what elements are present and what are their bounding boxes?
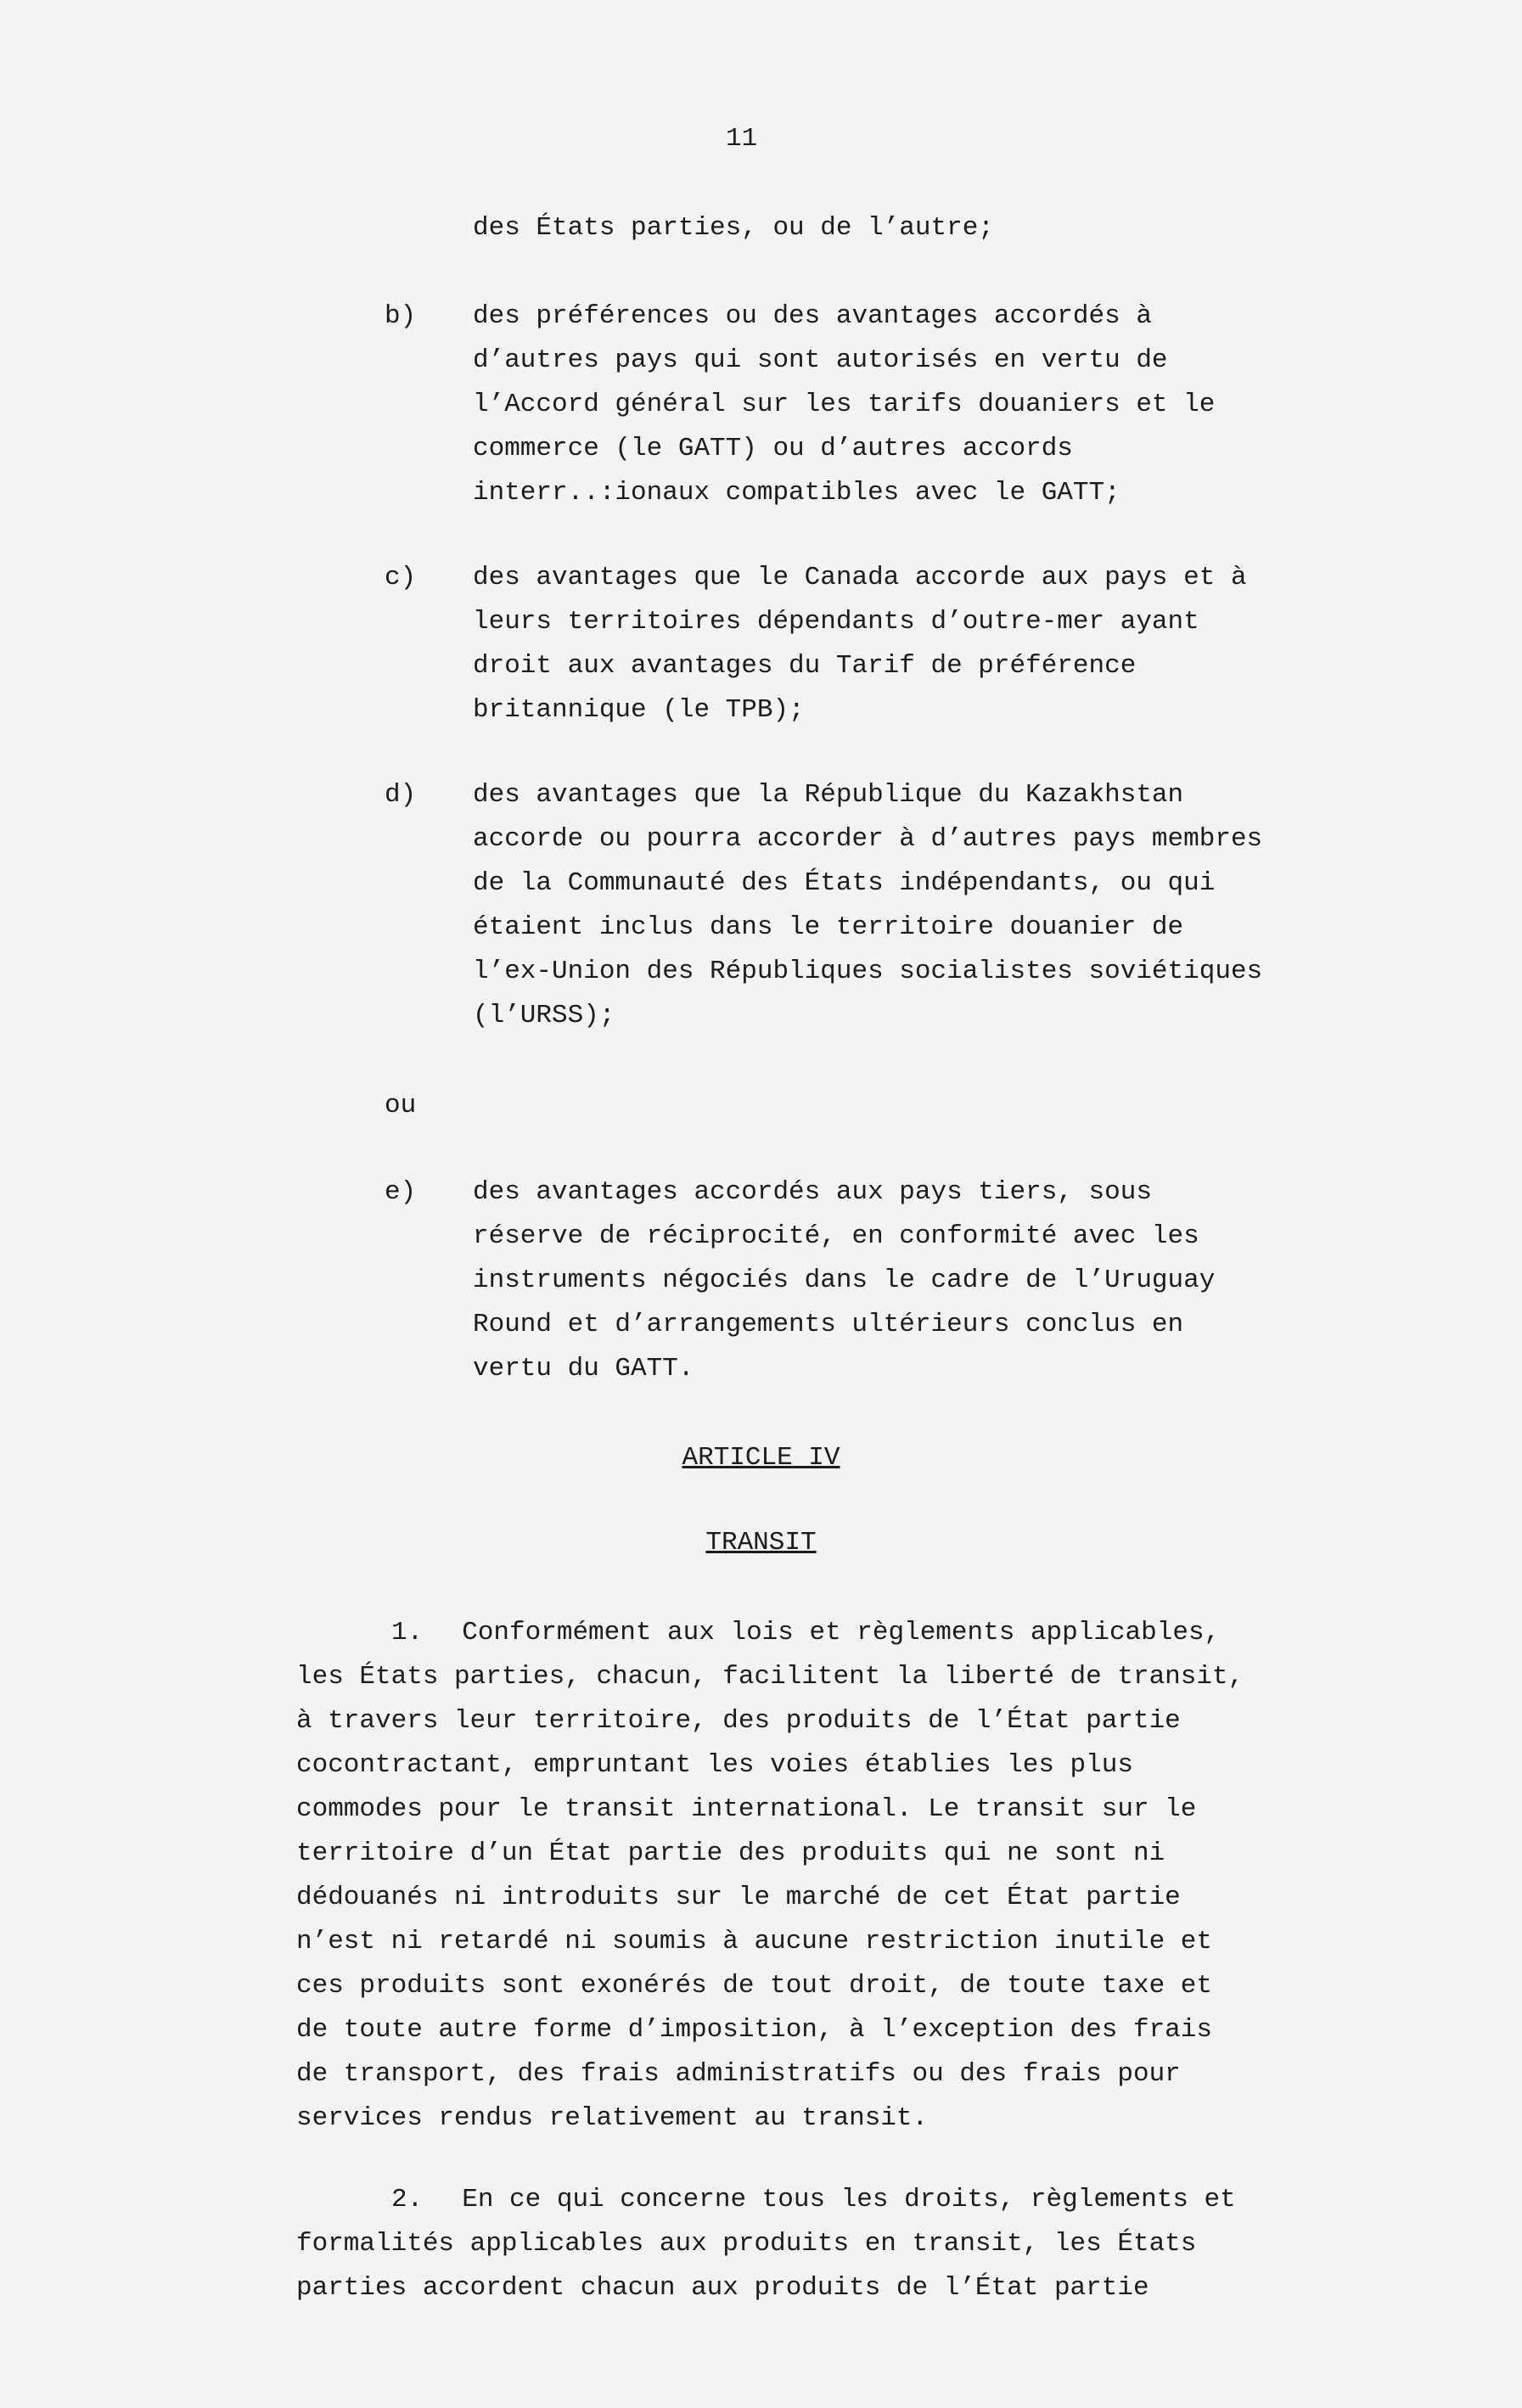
text-line: ces produits sont exonérés de tout droit, de toute taxe et <box>296 1971 1212 2001</box>
paragraph-number: 1. <box>391 1618 424 1647</box>
or-word: ou <box>385 1091 417 1120</box>
text-line: des avantages accordés aux pays tiers, sous <box>473 1177 1152 1207</box>
text-line: n’est ni retardé ni soumis à aucune restriction inutile et <box>296 1927 1212 1956</box>
text-line: vertu du GATT. <box>473 1354 694 1384</box>
text-line: l’ex-Union des Républiques socialistes soviétiques <box>473 957 1263 986</box>
item-e-text <box>473 1170 1330 1391</box>
paragraph-2 <box>296 2178 1340 2310</box>
item-label-d: d) <box>385 780 417 810</box>
text-line: réserve de réciprocité, en conformité avec les <box>473 1221 1199 1251</box>
text-line: accorde ou pourra accorder à d’autres pays membres <box>473 824 1263 854</box>
text-line: des avantages que le Canada accorde aux pays et à <box>473 563 1247 592</box>
text-segment: En ce qui concerne tous les droits, règlements et <box>462 2185 1236 2214</box>
text-segment: Conformément aux lois et règlements applicables, <box>462 1618 1221 1647</box>
article-subheading: TRANSIT <box>705 1528 817 1558</box>
item-label-e: e) <box>385 1177 417 1207</box>
text-line: les États parties, chacun, facilitent la liberté de transit, <box>296 1662 1244 1692</box>
paragraph-number: 2. <box>391 2185 424 2214</box>
text-line: à travers leur territoire, des produits de l’État partie <box>296 1706 1181 1736</box>
text-line: interr..:ionaux compatibles avec le GATT; <box>473 478 1120 508</box>
intro-line: des États parties, ou de l’autre; <box>473 213 994 243</box>
text-line: des avantages que la République du Kazakhstan <box>473 780 1184 810</box>
text-line: services rendus relativement au transit. <box>296 2103 929 2133</box>
text-line: l’Accord général sur les tarifs douaniers et le <box>473 390 1216 419</box>
text-line: d’autres pays qui sont autorisés en vertu de <box>473 345 1168 375</box>
paragraph-1 <box>296 1611 1340 2141</box>
text-line: (l’URSS); <box>473 1001 615 1030</box>
text-line: de transport, des frais administratifs ou des frais pour <box>296 2059 1181 2089</box>
text-line: territoire d’un État partie des produits qui ne sont ni <box>296 1838 1165 1868</box>
text-line: droit aux avantages du Tarif de préférence <box>473 651 1137 681</box>
text-line: commodes pour le transit international. Le transit sur le <box>296 1794 1197 1824</box>
page-number: 11 <box>726 124 758 154</box>
text-line <box>296 1611 1340 1655</box>
article-heading: ARTICLE IV <box>682 1443 840 1473</box>
text-line: de la Communauté des États indépendants, ou qui <box>473 868 1216 898</box>
text-line: dédouanés ni introduits sur le marché de cet État partie <box>296 1883 1181 1912</box>
item-c-text <box>473 556 1330 733</box>
text-line: parties accordent chacun aux produits de l’État partie <box>296 2273 1149 2303</box>
text-line: formalités applicables aux produits en transit, les États <box>296 2229 1197 2259</box>
item-label-b: b) <box>385 301 417 331</box>
text-line: cocontractant, empruntant les voies établies les plus <box>296 1750 1133 1780</box>
item-label-c: c) <box>385 563 417 592</box>
text-line: commerce (le GATT) ou d’autres accords <box>473 434 1073 463</box>
text-line: de toute autre forme d’imposition, à l’exception des frais <box>296 2015 1212 2045</box>
text-line: étaient inclus dans le territoire douanier de <box>473 912 1184 942</box>
text-line <box>296 2178 1340 2222</box>
text-line: des préférences ou des avantages accordés à <box>473 301 1152 331</box>
item-b-text <box>473 295 1330 515</box>
text-line: instruments négociés dans le cadre de l’Uruguay <box>473 1266 1216 1295</box>
text-line: britannique (le TPB); <box>473 695 805 725</box>
item-d-text <box>473 773 1330 1038</box>
text-line: leurs territoires dépendants d’outre-mer ayant <box>473 607 1199 637</box>
text-line: Round et d’arrangements ultérieurs conclus en <box>473 1310 1184 1339</box>
